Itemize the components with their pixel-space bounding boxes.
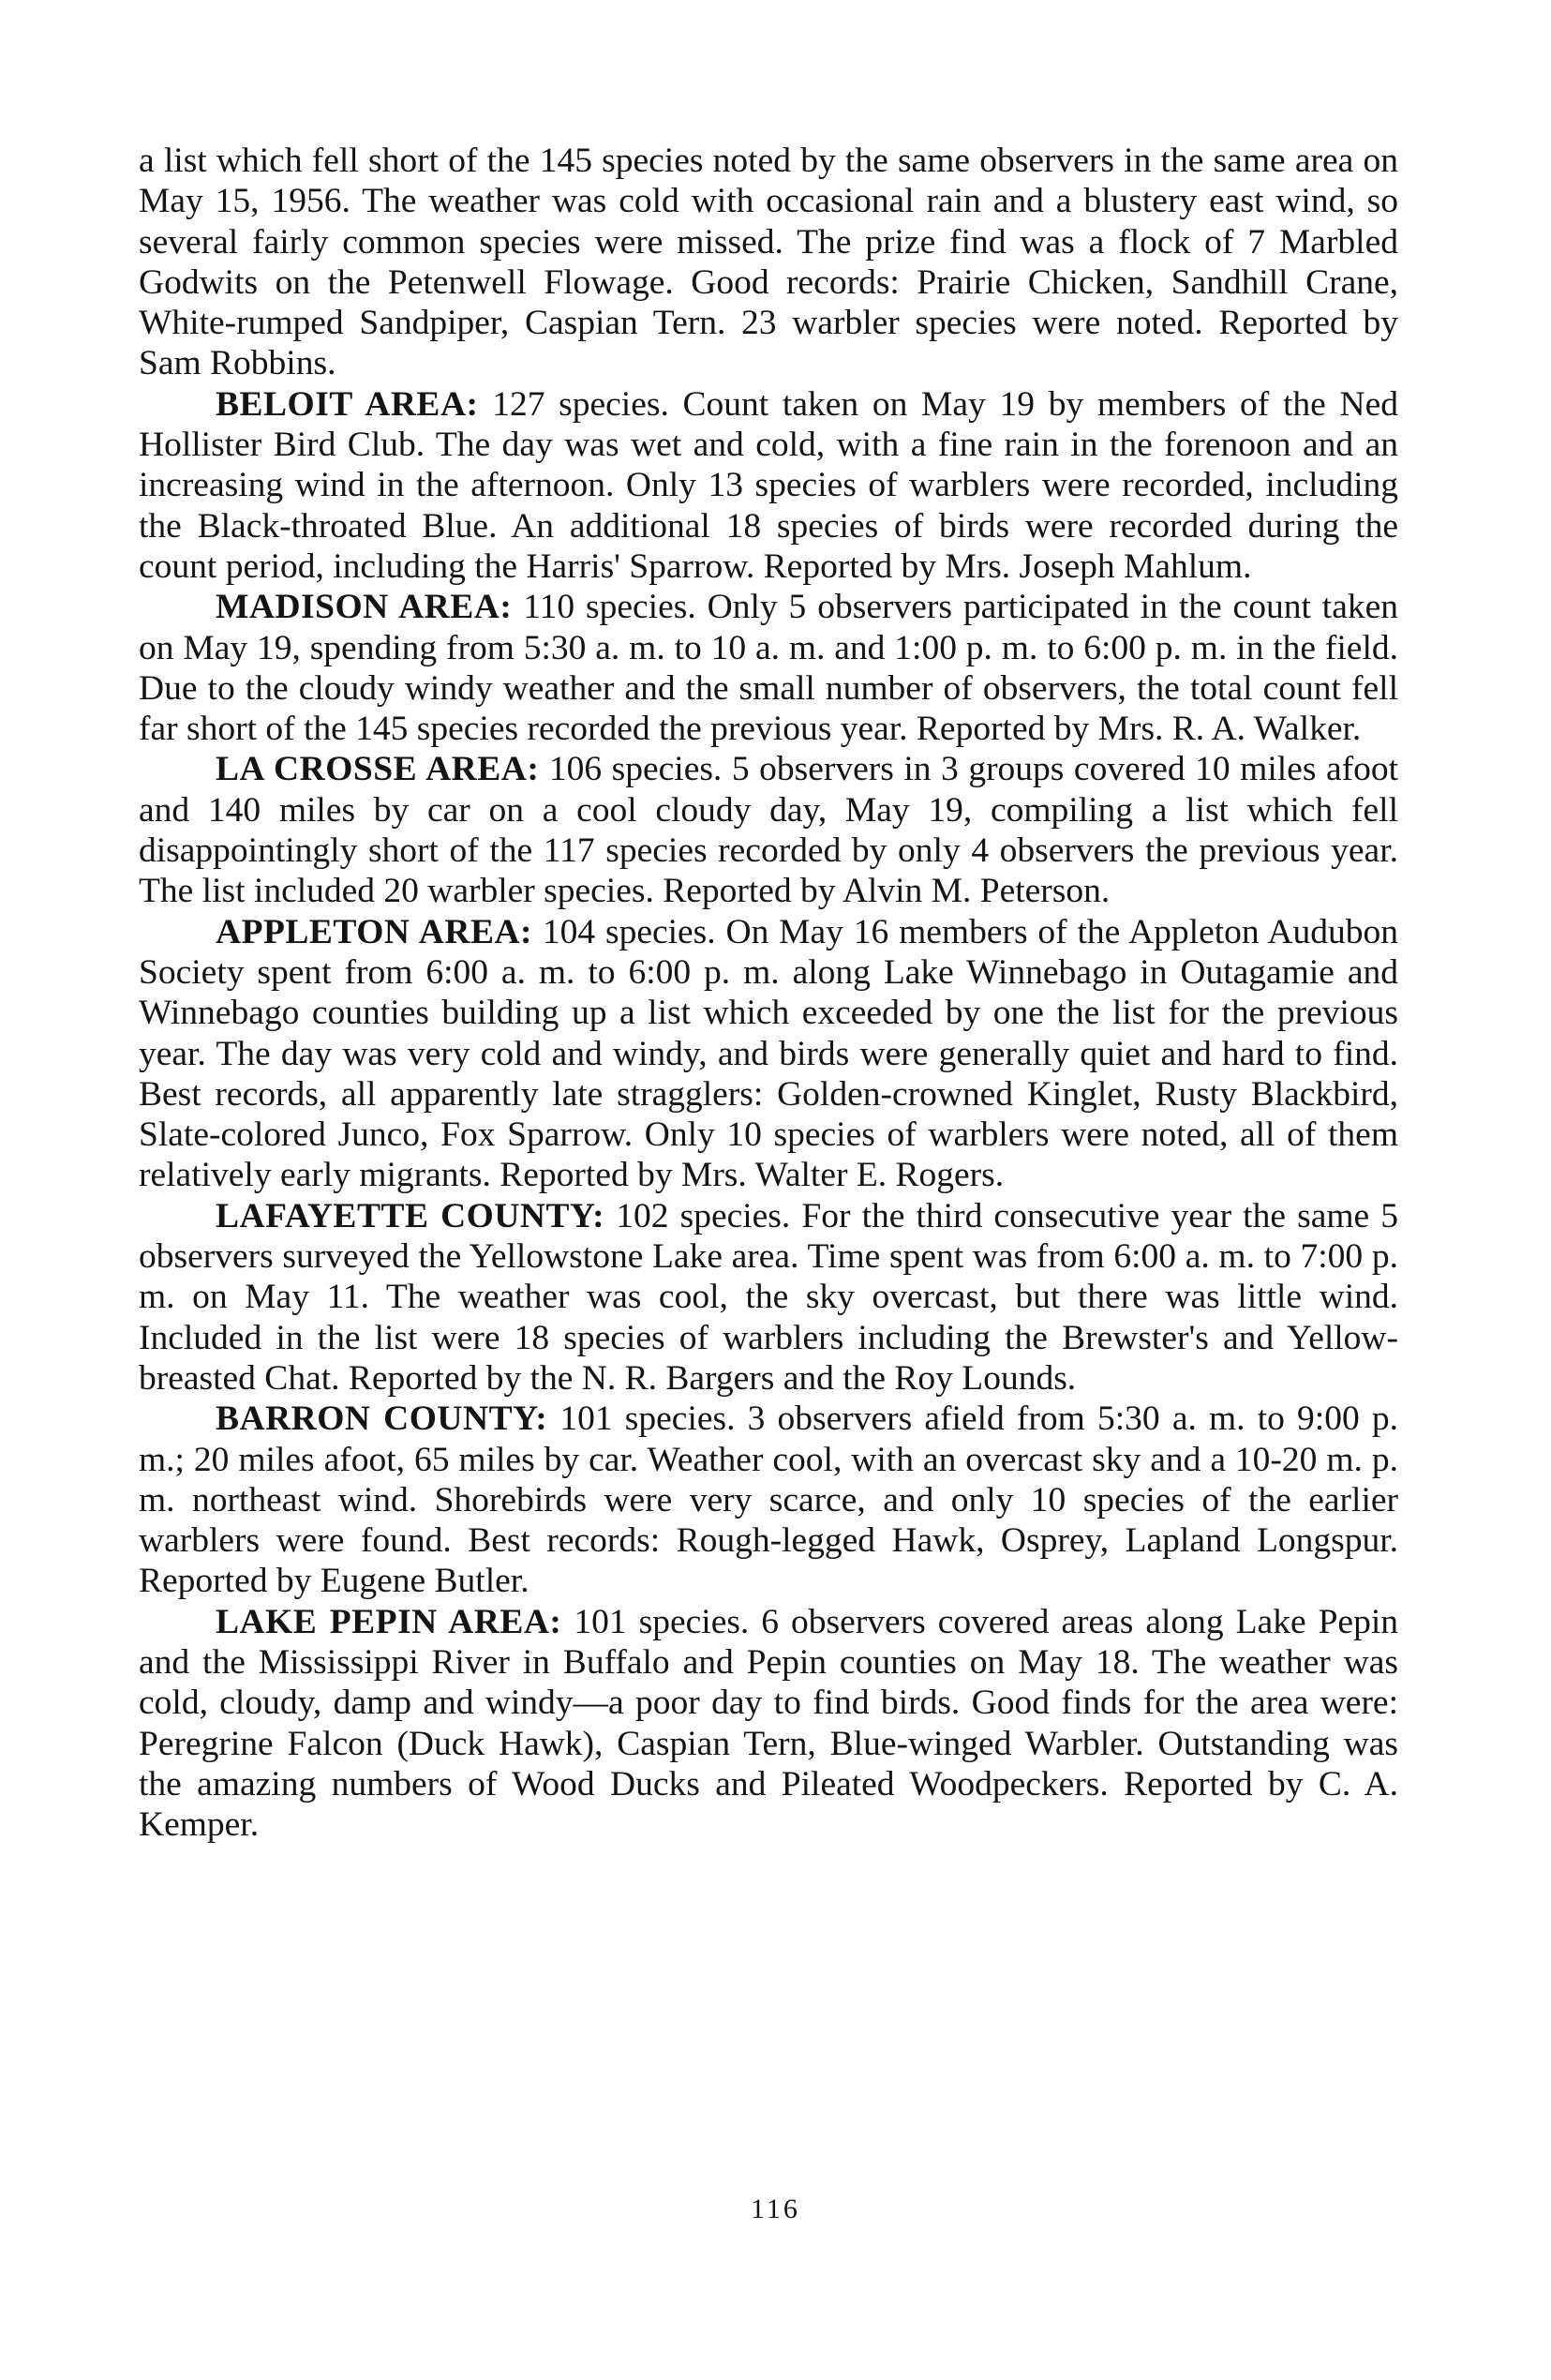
entry-text: 102 species. For the third consecutive year the same 5 observers surveyed the Yellowstone Lake area. Time spent was from 6:00 a. m. to 7:00 p. m. on May 11. The weather was cool, the sky overcast, but there was little wind. Included in the list were 18 species of warblers including the Brewster's and Yellow-breasted Chat. Reported by the N. R. Bargers and the Roy Lounds. <box>139 1196 1399 1398</box>
entry-heading: BARRON COUNTY: <box>216 1400 548 1439</box>
intro-paragraph: a list which fell short of the 145 species noted by the same observers in the same area on May 15, 1956. The weather was cold with occasional rain and a blustery east wind, so several fairly common species were missed. The prize find was a flock of 7 Marbled Godwits on the Petenwell Flowage. Good records: Prairie Chicken, Sandhill Crane, White-rumped Sandpiper, Caspian Tern. 23 warbler species were noted. Reported by Sam Robbins. <box>139 142 1398 383</box>
entry-beloit <box>139 384 1398 587</box>
entry-text: 127 species. Count taken on May 19 by members of the Ned Hollister Bird Club. The day was wet and cold, with a fine rain in the forenoon and an increasing wind in the afternoon. Only 13 species of warblers were recorded, including the Black-throated Blue. An additional 18 species of birds were recorded during the count period, including the Harris' Sparrow. Reported by Mrs. Joseph Mahlum. <box>139 384 1398 586</box>
entry-heading: MADISON AREA: <box>216 588 513 627</box>
entry-text: 110 species. Only 5 observers participated in the count taken on May 19, spending from 5:30 a. m. to 10 a. m. and 1:00 p. m. to 6:00 p. m. in the field. Due to the cloudy windy weather and the small number of observers, the total count fell far short of the 145 species recorded the previous year. Reported by Mrs. R. A. Walker. <box>139 588 1399 749</box>
entry-barron <box>139 1399 1398 1601</box>
entry-text: 104 species. On May 16 members of the Appleton Audubon Society spent from 6:00 a. m. to 6:00 p. m. along Lake Winnebago in Outagamie and Winnebago counties building up a list which exceeded by one the list for the previous year. The day was very cold and windy, and birds were generally quiet and hard to find. Best records, all apparently late stragglers: Golden-crowned Kinglet, Rusty Blackbird, Slate-colored Junco, Fox Sparrow. Only 10 species of warblers were noted, all of them relatively early migrants. Reported by Mrs. Walter E. Rogers. <box>139 912 1398 1195</box>
entry-text: 101 species. 3 observers afield from 5:30 a. m. to 9:00 p. m.; 20 miles afoot, 65 miles by car. Weather cool, with an overcast sky and a 10-20 m. p. m. northeast wind. Shorebirds were very scarce, and only 10 species of the earlier warblers were found. Best records: Rough-legged Hawk, Osprey, Lapland Longspur. Reported by Eugene Butler. <box>139 1400 1398 1601</box>
entry-text: 101 species. 6 observers covered areas along Lake Pepin and the Mississippi River in Buffalo and Pepin counties on May 18. The weather was cold, cloudy, damp and windy—a poor day to find birds. Good finds for the area were: Peregrine Falcon (Duck Hawk), Caspian Tern, Blue-winged Warbler. Outstanding was the amazing numbers of Wood Ducks and Pileated Woodpeckers. Reported by C. A. Kemper. <box>139 1602 1398 1845</box>
entry-lafayette <box>139 1196 1398 1399</box>
entry-text: 106 species. 5 observers in 3 groups covered 10 miles afoot and 140 miles by car on a cool cloudy day, May 19, compiling a list which fell disappointingly short of the 117 species recorded by only 4 observers the previous year. The list included 20 warbler species. Reported by Alvin M. Peterson. <box>139 750 1398 911</box>
entry-heading: BELOIT AREA: <box>216 384 479 424</box>
entry-heading: APPLETON AREA: <box>216 912 533 951</box>
page-body <box>139 141 1398 1845</box>
entry-heading: LA CROSSE AREA: <box>216 750 540 789</box>
entry-heading: LAKE PEPIN AREA: <box>216 1602 562 1641</box>
entry-madison <box>139 587 1398 749</box>
entry-lake-pepin <box>139 1602 1398 1846</box>
page-number: 116 <box>751 2193 800 2224</box>
entry-appleton <box>139 912 1398 1196</box>
entry-la-crosse <box>139 749 1398 911</box>
entry-heading: LAFAYETTE COUNTY: <box>216 1196 605 1235</box>
